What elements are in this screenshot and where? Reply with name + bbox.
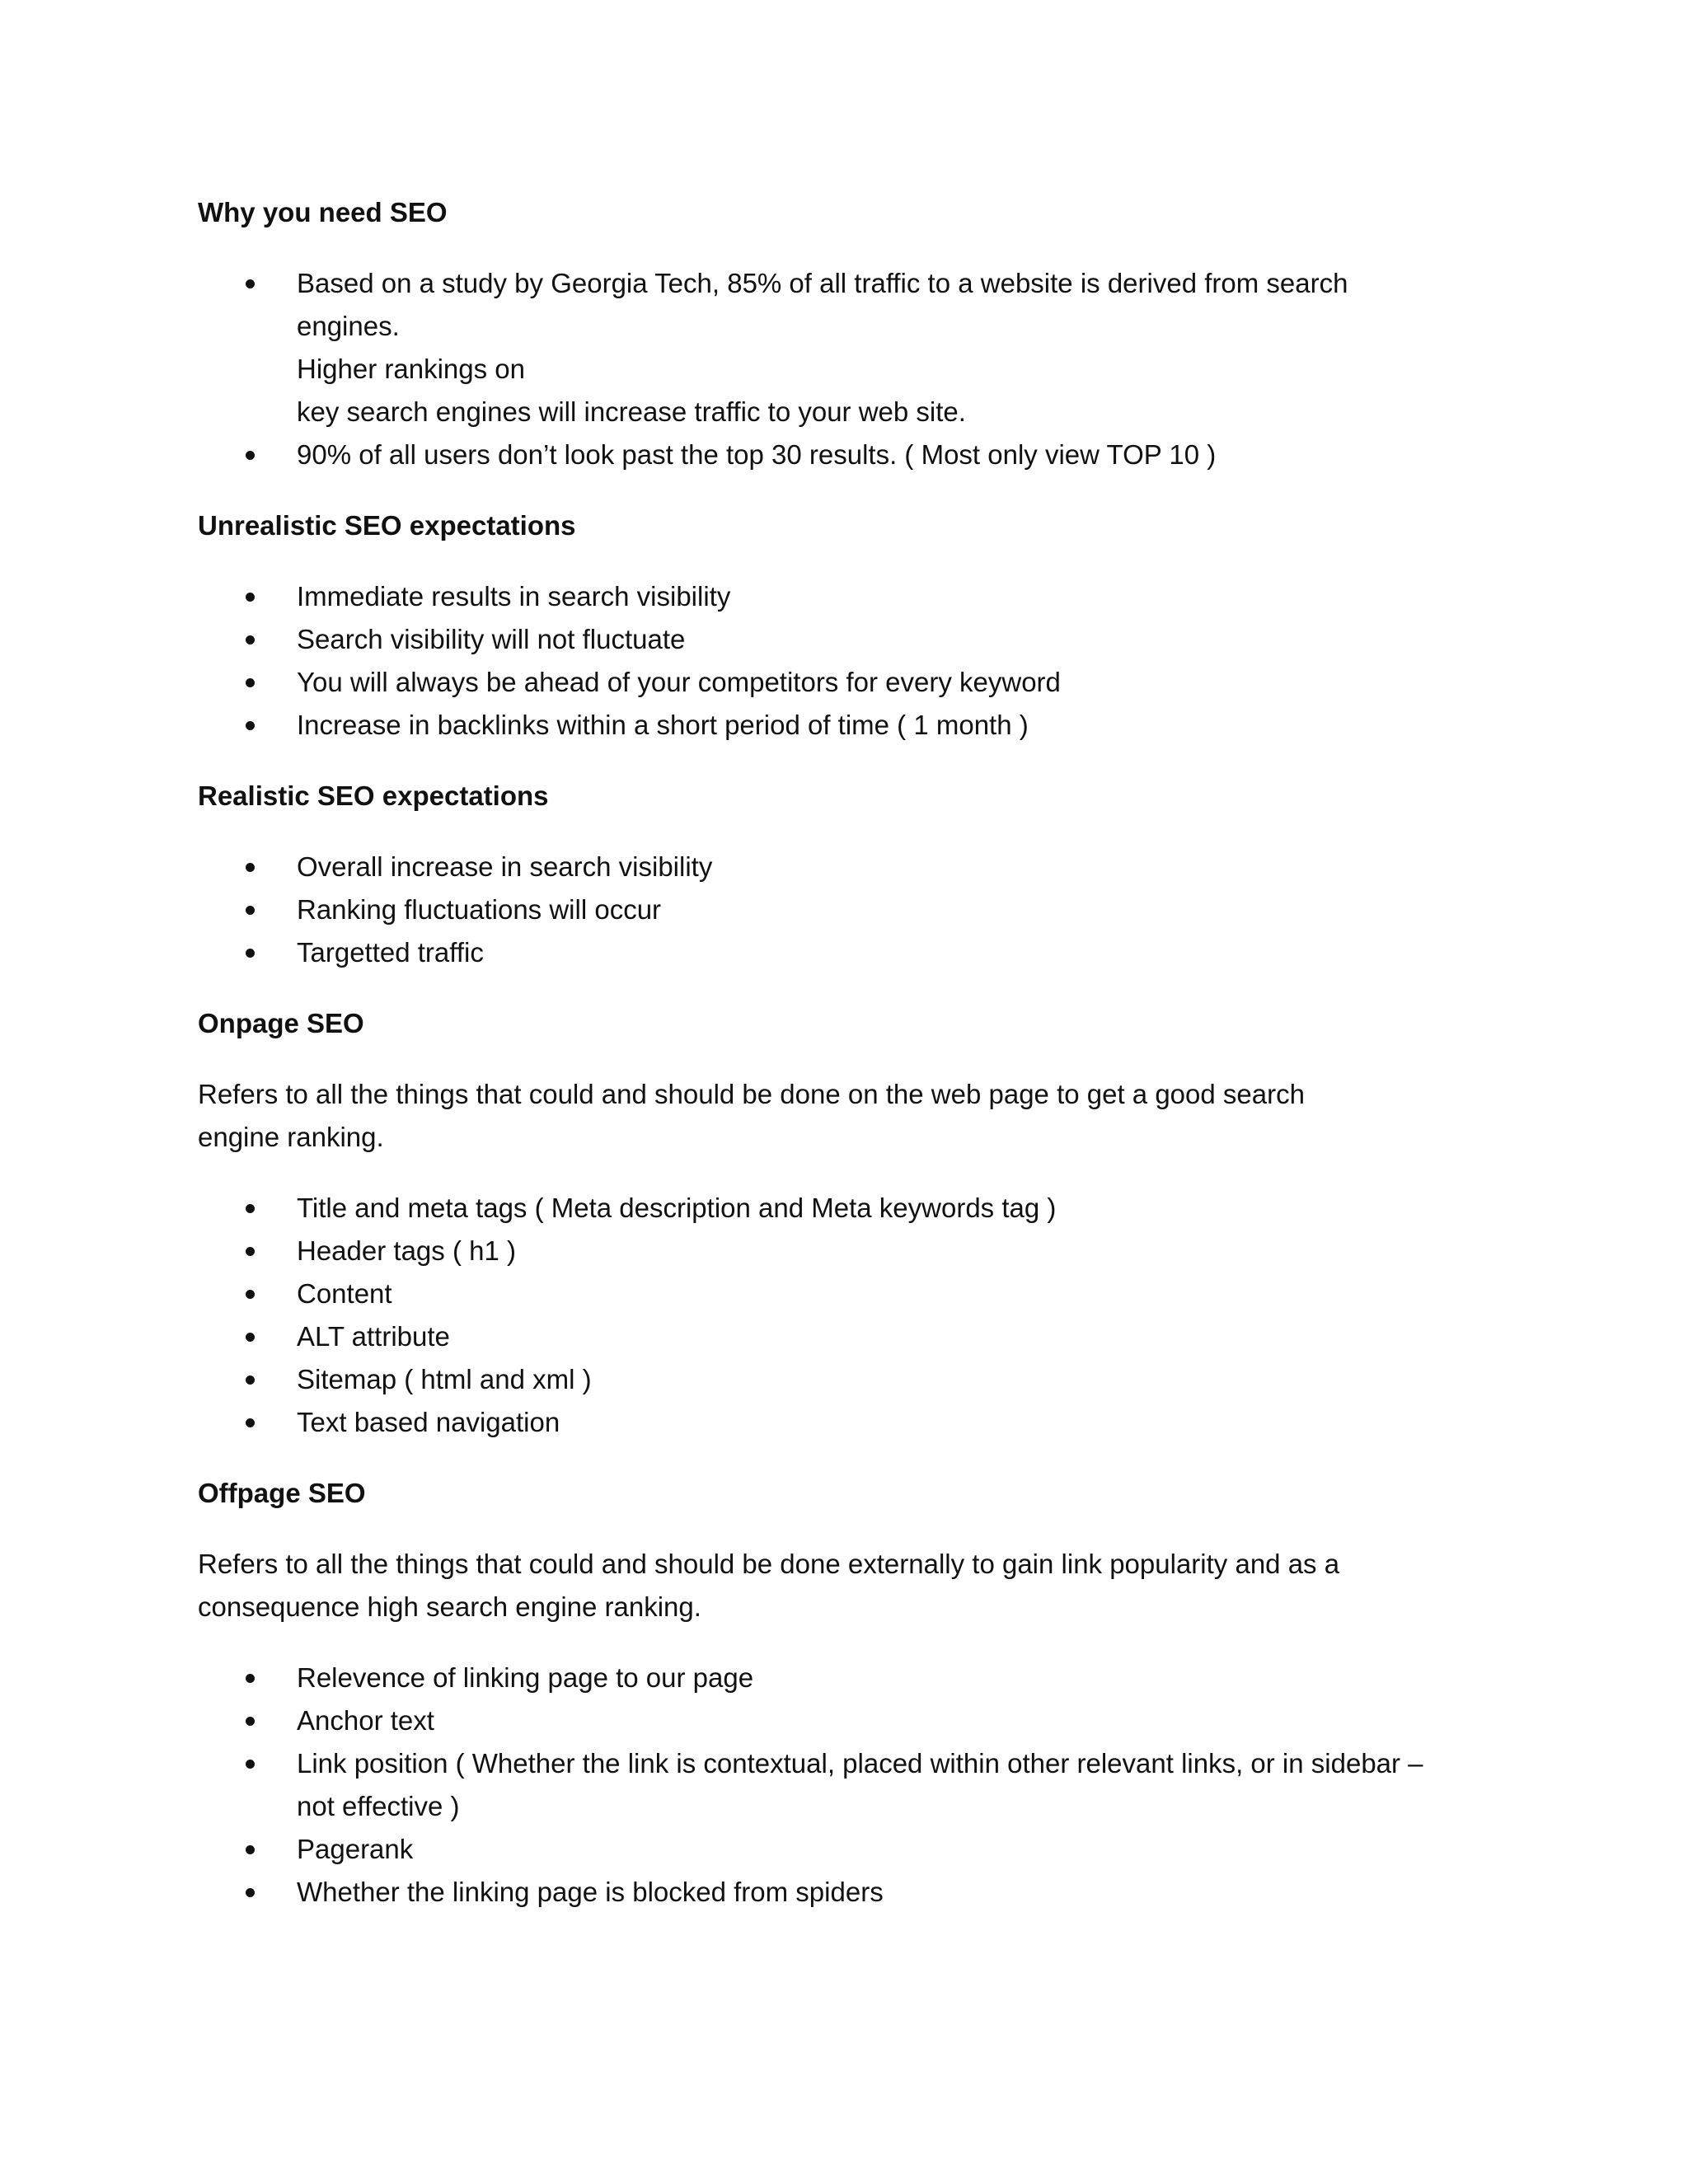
list-item-text: You will always be ahead of your competitors for every keyword	[297, 667, 1061, 697]
list-realistic-seo	[198, 846, 1490, 974]
list-item	[198, 1871, 1451, 1914]
bullet-icon	[246, 1204, 255, 1213]
list-item	[198, 575, 1451, 618]
heading-realistic-seo: Realistic SEO expectations	[198, 780, 549, 811]
list-item-text: Targetted traffic	[297, 937, 484, 968]
bullet-icon	[246, 593, 255, 602]
list-item-text: Pagerank	[297, 1834, 414, 1864]
list-item-text: Ranking fluctuations will occur	[297, 894, 662, 925]
list-item-text: Overall increase in search visibility	[297, 851, 713, 882]
list-item-line: Based on a study by Georgia Tech, 85% of all traffic to a website is derived from search engines.	[297, 268, 1348, 341]
bullet-icon	[246, 906, 255, 915]
heading-why-seo: Why you need SEO	[198, 197, 448, 227]
heading-onpage-seo: Onpage SEO	[198, 1008, 364, 1038]
list-item	[198, 1358, 1451, 1401]
bullet-icon	[246, 1717, 255, 1726]
bullet-icon	[246, 721, 255, 730]
bullet-icon	[246, 863, 255, 872]
list-item	[198, 931, 1451, 974]
list-item	[198, 1742, 1451, 1828]
list-item	[198, 1315, 1451, 1358]
list-item	[198, 661, 1451, 704]
heading-offpage-seo: Offpage SEO	[198, 1478, 366, 1508]
list-item	[198, 888, 1451, 931]
list-item	[198, 434, 1451, 476]
list-item	[198, 846, 1451, 888]
bullet-icon	[246, 949, 255, 958]
list-item	[198, 262, 1451, 434]
list-item-text: Search visibility will not fluctuate	[297, 624, 686, 654]
list-onpage-seo	[198, 1187, 1490, 1444]
bullet-icon	[246, 279, 255, 288]
list-item-text: Header tags ( h1 )	[297, 1235, 516, 1266]
list-item	[198, 1401, 1451, 1444]
list-item-text: Increase in backlinks within a short period of time ( 1 month )	[297, 710, 1029, 740]
bullet-icon	[246, 1418, 255, 1427]
list-item-text: Whether the linking page is blocked from spiders	[297, 1877, 884, 1907]
list-item-text: Title and meta tags ( Meta description and Meta keywords tag )	[297, 1193, 1057, 1223]
list-item-line: Higher rankings on	[297, 354, 525, 384]
list-item	[198, 1230, 1451, 1272]
list-item	[198, 1699, 1451, 1742]
list-item	[198, 1187, 1451, 1230]
list-item-text: Text based navigation	[297, 1407, 560, 1437]
list-item-text: Relevence of linking page to our page	[297, 1662, 754, 1693]
bullet-icon	[246, 635, 255, 644]
list-unrealistic-seo	[198, 575, 1490, 747]
list-item	[198, 1272, 1451, 1315]
paragraph-offpage-seo: Refers to all the things that could and should be done externally to gain link popularity and as a consequence high search engine ranking.	[198, 1549, 1340, 1622]
list-item-text: Link position ( Whether the link is contextual, placed within other relevant links, or in sidebar – not effective )	[297, 1748, 1423, 1821]
list-item	[198, 1828, 1451, 1871]
bullet-icon	[246, 1333, 255, 1342]
bullet-icon	[246, 1376, 255, 1385]
list-offpage-seo	[198, 1657, 1490, 1914]
list-item-text: Content	[297, 1278, 392, 1309]
bullet-icon	[246, 1888, 255, 1897]
bullet-icon	[246, 451, 255, 460]
list-why-seo	[198, 262, 1490, 476]
heading-unrealistic-seo: Unrealistic SEO expectations	[198, 510, 576, 541]
bullet-icon	[246, 1290, 255, 1299]
bullet-icon	[246, 678, 255, 687]
paragraph-onpage-seo: Refers to all the things that could and should be done on the web page to get a good search engine ranking.	[198, 1079, 1305, 1152]
list-item-line: 90% of all users don’t look past the top 30 results. ( Most only view TOP 10 )	[297, 439, 1217, 470]
list-item-line: key search engines will increase traffic to your web site.	[297, 396, 966, 427]
list-item	[198, 618, 1451, 661]
list-item	[198, 704, 1451, 747]
bullet-icon	[246, 1674, 255, 1683]
list-item	[198, 1657, 1451, 1699]
list-item-text: Immediate results in search visibility	[297, 581, 731, 612]
bullet-icon	[246, 1760, 255, 1769]
list-item-text: ALT attribute	[297, 1321, 450, 1352]
bullet-icon	[246, 1845, 255, 1854]
list-item-text: Sitemap ( html and xml )	[297, 1364, 592, 1394]
bullet-icon	[246, 1247, 255, 1256]
list-item-text: Anchor text	[297, 1705, 434, 1736]
